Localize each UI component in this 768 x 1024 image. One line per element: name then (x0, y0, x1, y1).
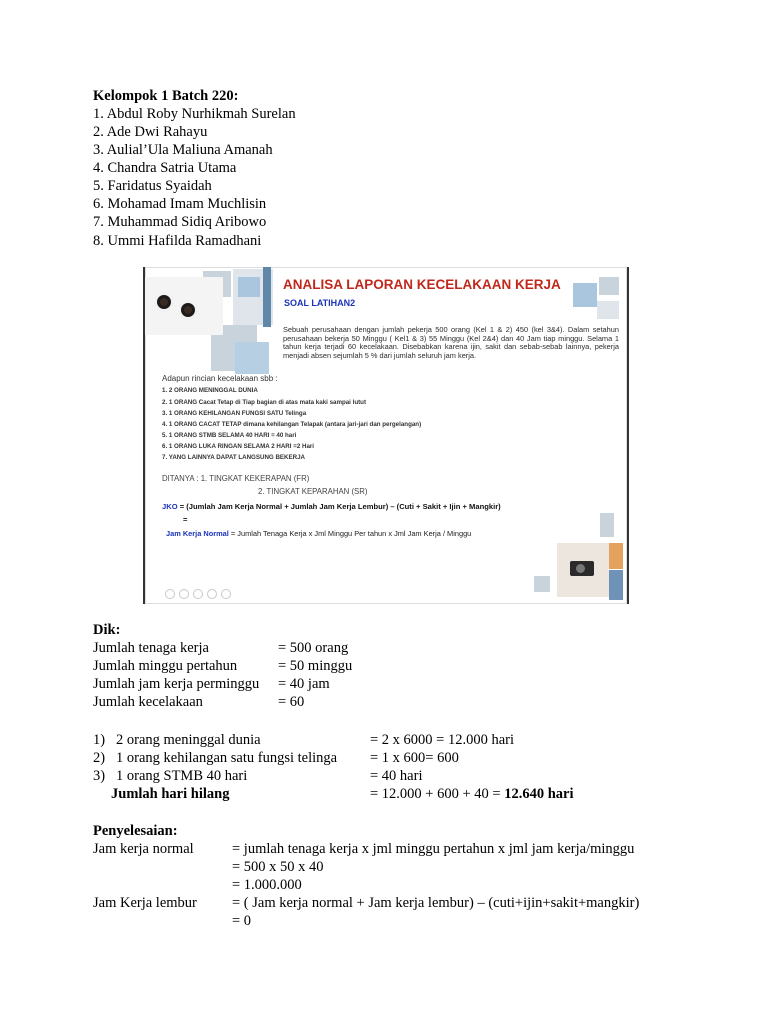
jkl-line: = ( Jam kerja normal + Jam kerja lembur) – (cuti+ijin+sakit+mangkir) (232, 895, 640, 911)
slide-subtitle: SOAL LATIHAN2 (284, 298, 356, 308)
hari-item-number: 2) (93, 750, 106, 766)
hari-item-text: 1 orang kehilangan satu fungsi telinga (116, 750, 338, 766)
dik-row-value: = 50 minggu (278, 658, 353, 674)
hari-item-text: 1 orang STMB 40 hari (116, 768, 248, 784)
member-name: 7. Muhammad Sidiq Aribowo (93, 214, 267, 230)
slide-list-item: 5. 1 ORANG STMB SELAMA 40 HARI = 40 hari (162, 432, 297, 439)
member-name: 5. Faridatus Syaidah (93, 178, 212, 194)
camera-lens-icon (576, 564, 585, 573)
slide-nav-controls (165, 589, 231, 599)
jkn-line: = jumlah tenaga kerja x jml minggu pertahun x jml jam kerja/minggu (232, 841, 635, 857)
decor-square (609, 570, 623, 600)
slide-jko-line (162, 502, 501, 511)
dik-row-label: Jumlah kecelakaan (93, 694, 203, 710)
slide-list-item: 3. 1 ORANG KEHILANGAN FUNGSI SATU Telinga (162, 410, 307, 417)
jkl-line: = 0 (232, 913, 252, 929)
member-name: 8. Ummi Hafilda Ramadhani (93, 233, 262, 249)
slide-list-item: 4. 1 ORANG CACAT TETAP dimana kehilangan Telapak (antara jari-jari dan pergelangan) (162, 421, 422, 428)
slide-eq-sign: = (183, 515, 188, 524)
hari-item-value: = 40 hari (370, 768, 423, 784)
hari-item-number: 3) (93, 768, 106, 784)
hari-item-number: 1) (93, 732, 106, 748)
hari-item-value: = 1 x 600= 600 (370, 750, 459, 766)
jkl-label: Jam Kerja lembur (93, 895, 197, 911)
hari-item-value: = 2 x 6000 = 12.000 hari (370, 732, 515, 748)
slide-list-item: 1. 2 ORANG MENINGGAL DUNIA (162, 387, 258, 394)
slide-list-item: 6. 1 ORANG LUKA RINGAN SELAMA 2 HARI =2 Hari (162, 443, 315, 450)
slide-ditanya-2: 2. TINGKAT KEPARAHAN (SR) (258, 487, 368, 496)
hari-total-prefix: = 12.000 + 600 + 40 = (370, 786, 505, 802)
slide-list-heading: Adapun rincian kecelakaan sbb : (162, 374, 278, 383)
decor-square (600, 513, 614, 537)
dik-row-value: = 500 orang (278, 640, 349, 656)
decor-square (238, 277, 260, 297)
dik-title: Dik: (93, 622, 121, 638)
slide-jkn-formula: = Jumlah Tenaga Kerja x Jml Minggu Per tahun x Jml Jam Kerja / Minggu (228, 529, 472, 538)
hari-total-value (370, 785, 574, 803)
decor-square (235, 342, 269, 374)
slide-title: ANALISA LAPORAN KECELAKAAN KERJA (283, 277, 561, 292)
jkn-line: = 1.000.000 (232, 877, 302, 893)
hari-total-bold: 12.640 hari (504, 786, 574, 802)
slide-jkn-label: Jam Kerja Normal (166, 529, 229, 538)
jkn-label: Jam kerja normal (93, 841, 194, 857)
coffee-cup-icon (157, 295, 171, 309)
dik-row-label: Jumlah tenaga kerja (93, 640, 209, 656)
hari-item-text: 2 orang meninggal dunia (116, 732, 261, 748)
nav-dot-icon (193, 589, 203, 599)
nav-dot-icon (179, 589, 189, 599)
embedded-slide-image (143, 267, 629, 604)
jkn-line: = 500 x 50 x 40 (232, 859, 324, 875)
coffee-cup-icon (181, 303, 195, 317)
decor-square (597, 301, 619, 319)
penyelesaian-title: Penyelesaian: (93, 823, 178, 839)
dik-row-value: = 60 (278, 694, 305, 710)
slide-list-item: 2. 1 ORANG Cacat Tetap di Tiap bagian di atas mata kaki sampai lutut (162, 399, 367, 406)
slide-ditanya-1: DITANYA : 1. TINGKAT KEKERAPAN (FR) (162, 474, 310, 483)
slide-jkn-line (166, 529, 471, 538)
member-name: 3. Aulial’Ula Maliuna Amanah (93, 142, 273, 158)
member-name: 2. Ade Dwi Rahayu (93, 124, 208, 140)
decor-square (534, 576, 550, 592)
slide-jko-label: JKO (162, 502, 178, 511)
member-name: 6. Mohamad Imam Muchlisin (93, 196, 267, 212)
slide-list-item: 7. YANG LAINNYA DAPAT LANGSUNG BEKERJA (162, 454, 306, 461)
nav-dot-icon (165, 589, 175, 599)
nav-dot-icon (221, 589, 231, 599)
decor-square (573, 283, 597, 307)
dik-row-label: Jumlah minggu pertahun (93, 658, 238, 674)
hari-total-label: Jumlah hari hilang (111, 786, 230, 802)
member-name: 1. Abdul Roby Nurhikmah Surelan (93, 106, 296, 122)
decor-square (599, 277, 619, 295)
nav-dot-icon (207, 589, 217, 599)
member-name: 4. Chandra Satria Utama (93, 160, 237, 176)
coffee-photo (145, 277, 223, 335)
decor-square (263, 267, 271, 327)
slide-intro-paragraph: Sebuah perusahaan dengan jumlah pekerja 500 orang (Kel 1 & 2) 450 (kel 3&4). Dalam setahun perusahaan bekerja 50 Minggu ( Kel1 & 3) 55 Minggu (Kel 2&4) dan 40 Jam tiap minggu. Selama 1 tahun kerja terjadi 60 kecelakaan. Disebabkan karena ijin, sakit dan sebab-sebab lainnya, pekerja menjadi absen sejumlah 5 % dari jumlah seluruh jam kerja. (283, 325, 619, 360)
slide-jko-formula: = (Jumlah Jam Kerja Normal + Jumlah Jam Kerja Lembur) – (Cuti + Sakit + Ijin + Mangkir) (177, 502, 501, 511)
group-title: Kelompok 1 Batch 220: (93, 88, 239, 104)
camera-photo (557, 543, 609, 597)
dik-row-label: Jumlah jam kerja perminggu (93, 676, 260, 692)
dik-row-value: = 40 jam (278, 676, 330, 692)
decor-square (609, 543, 623, 569)
